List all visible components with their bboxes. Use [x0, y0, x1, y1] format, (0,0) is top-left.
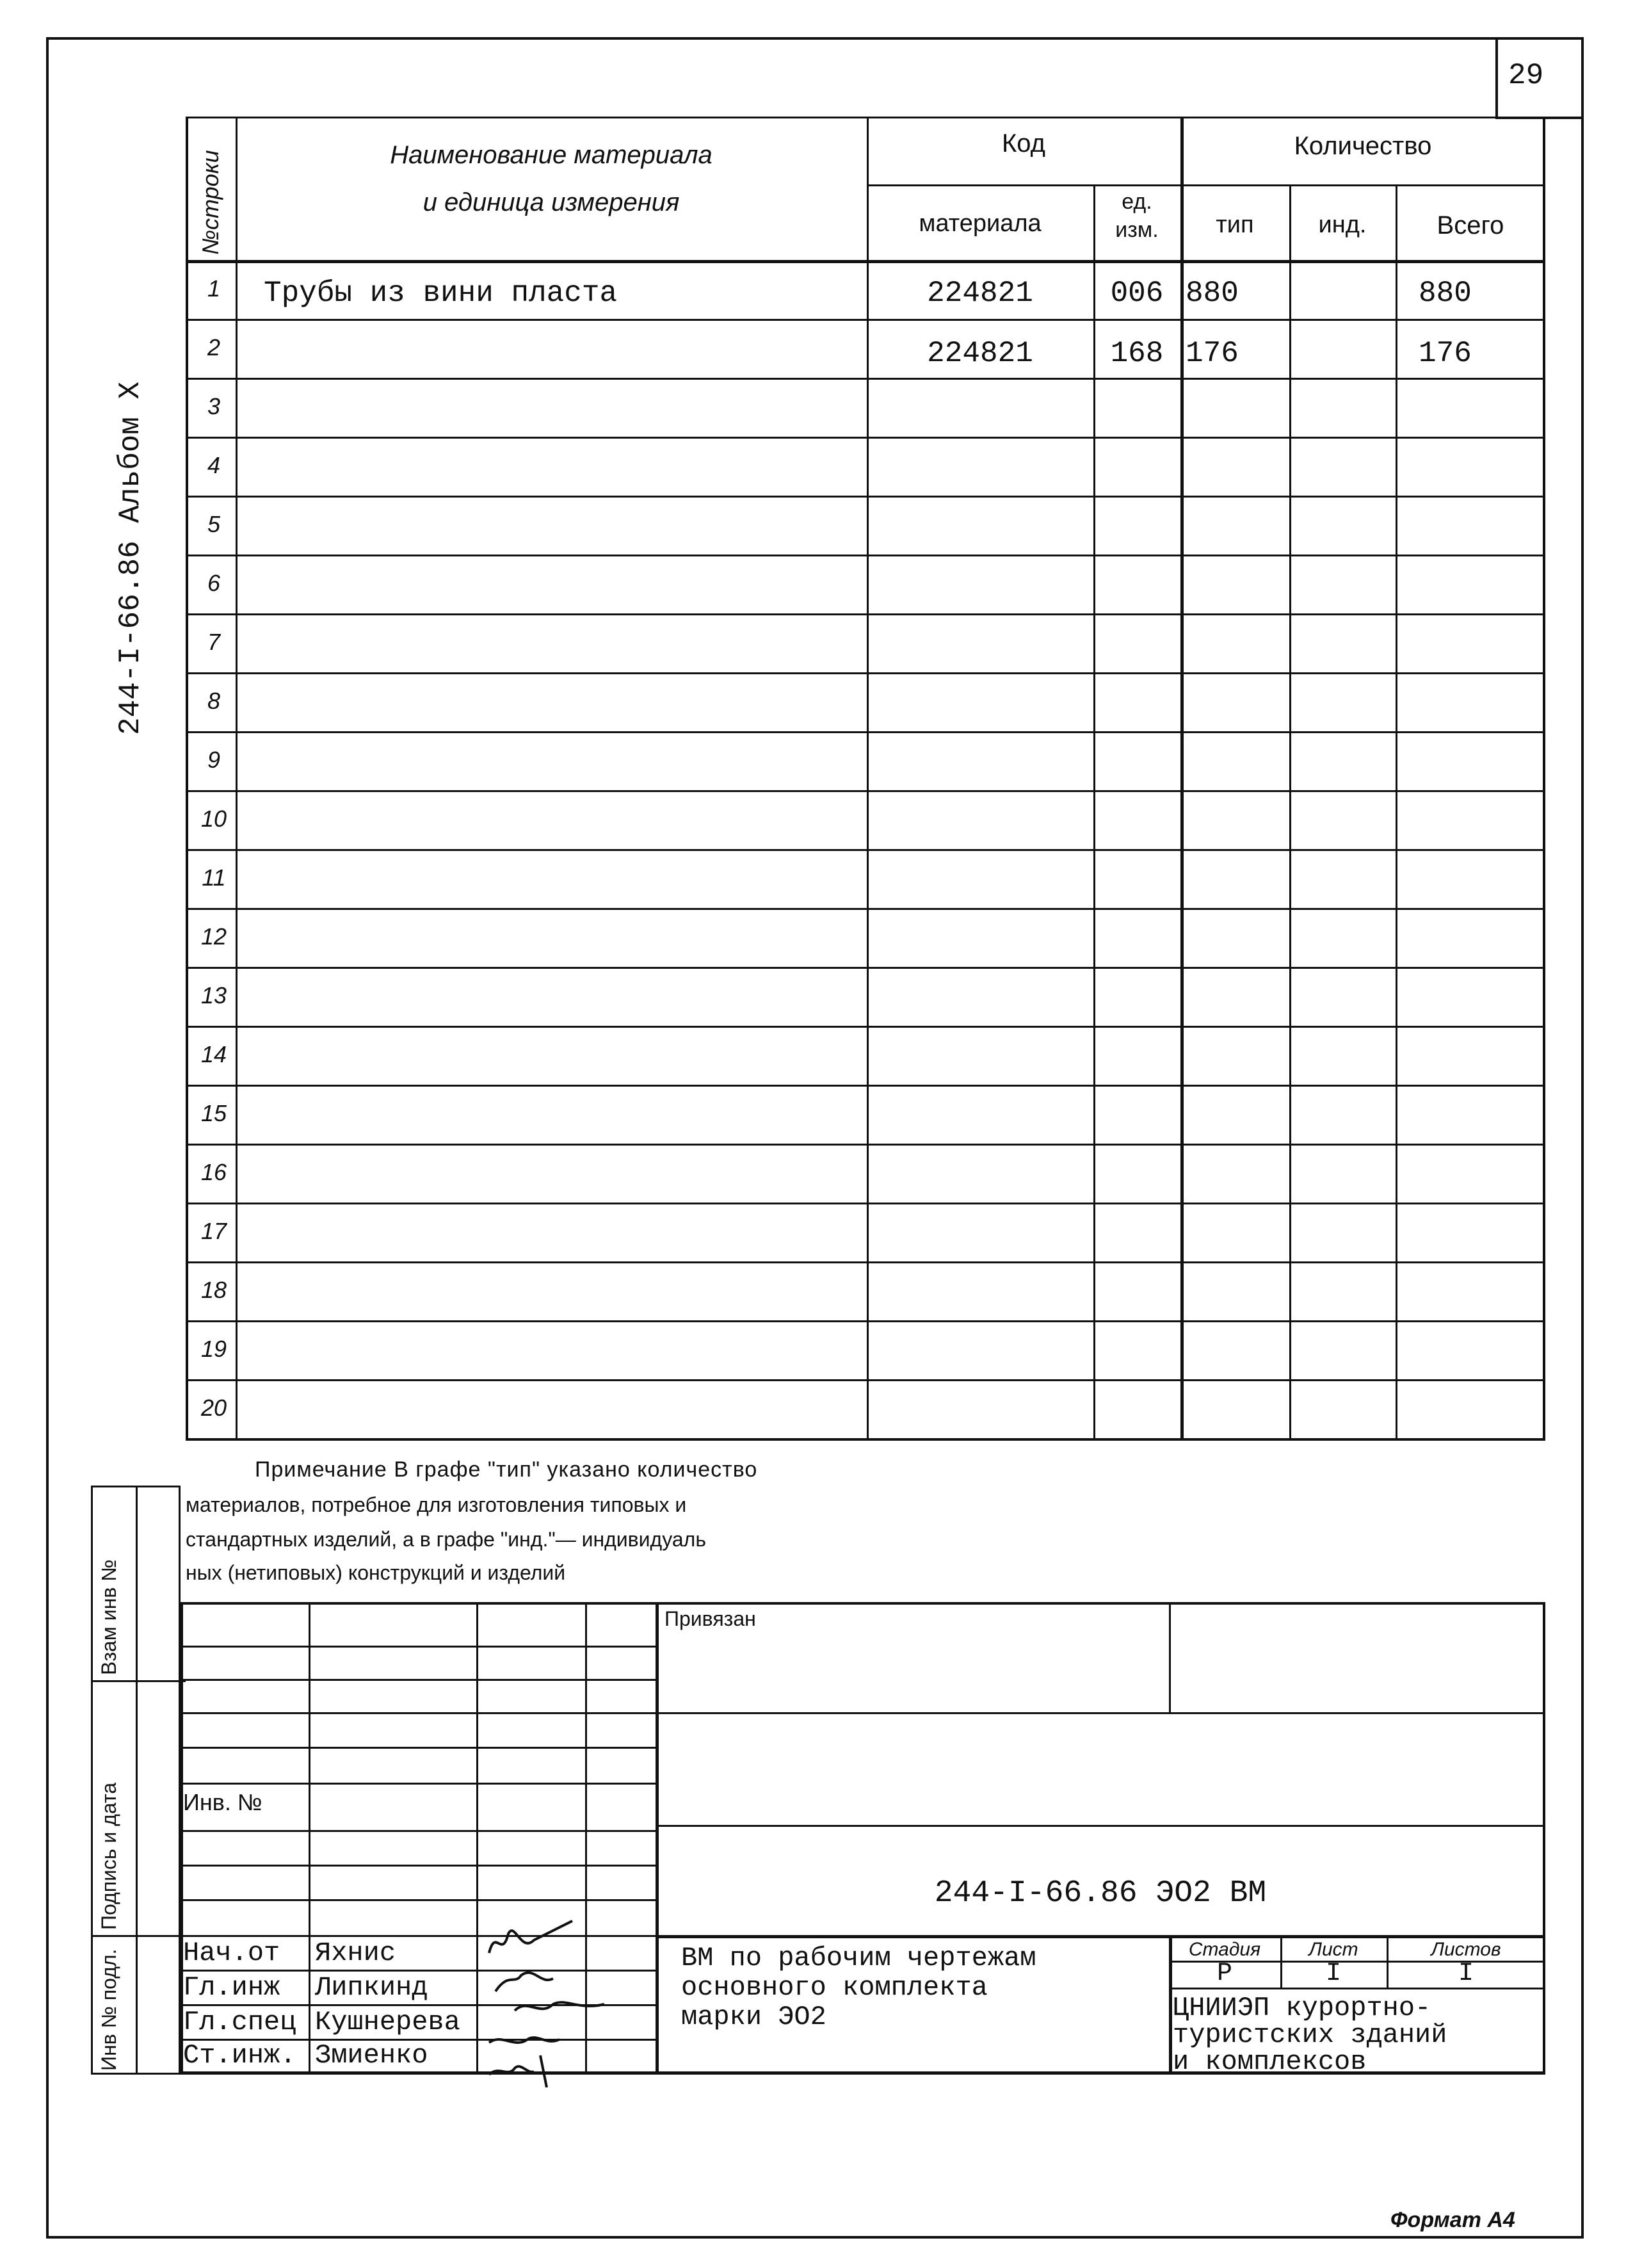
row-divider: [186, 790, 1545, 792]
staff-role-4: Ст.инж.: [183, 2040, 296, 2071]
row-number: 2: [207, 334, 221, 360]
row-divider: [186, 378, 1545, 380]
row-number: 1: [207, 275, 221, 302]
row-1-code: 224821: [927, 277, 1033, 310]
organization-line1: ЦНИИЭП курортно-: [1173, 1993, 1431, 2023]
sheet-label: Лист: [1308, 1939, 1358, 1960]
unit-header-1: ед.: [1122, 190, 1152, 214]
row-divider: [186, 496, 1545, 498]
staff-role-1: Нач.от: [183, 1938, 280, 1968]
row-number: 14: [200, 1041, 227, 1067]
sheets-value: I: [1458, 1959, 1474, 1988]
row-divider: [186, 613, 1545, 615]
page-number: 29: [1508, 59, 1544, 92]
row-number: 19: [200, 1336, 227, 1362]
row-1-total: 880: [1419, 277, 1472, 310]
row-number: 16: [200, 1159, 227, 1185]
row-number: 8: [207, 688, 221, 714]
code-material-header: материала: [919, 210, 1042, 237]
unit-header-2: изм.: [1115, 218, 1159, 242]
document-designation: 244-I-66.86 ЭО2 ВМ: [934, 1876, 1267, 1911]
note-line-1: Примечание В графе "тип" указано количество: [255, 1457, 758, 1482]
row-divider: [186, 849, 1545, 851]
row-2-code: 224821: [927, 337, 1033, 370]
staff-name-3: Кушнерева: [315, 2007, 460, 2037]
row-divider: [186, 967, 1545, 969]
row-divider: [186, 731, 1545, 733]
row-divider: [186, 1261, 1545, 1263]
stage-label: Стадия: [1188, 1939, 1261, 1960]
quantity-group-header: Количество: [1294, 132, 1432, 160]
staff-name-4: Змиенко: [315, 2040, 428, 2071]
staff-role-3: Гл.спец: [183, 2007, 296, 2037]
document-title-line3: марки ЭО2: [681, 2002, 826, 2032]
row-number-header: №строки: [197, 150, 223, 255]
note-line-4: ных (нетиповых) конструкций и изделий: [186, 1561, 566, 1584]
row-divider: [186, 1379, 1545, 1381]
quantity-type-header: тип: [1216, 211, 1254, 238]
row-divider: [186, 1144, 1545, 1146]
organization-line3: и комплексов: [1173, 2046, 1367, 2077]
quantity-ind-header: инд.: [1318, 211, 1367, 238]
side-vzam-inv: Взам инв №: [97, 1559, 120, 1675]
row-number: 17: [200, 1218, 227, 1244]
row-number: 12: [200, 923, 227, 950]
row-1-name: Трубы из вини пласта: [264, 277, 618, 310]
side-inv-podl: Инв № подл.: [97, 1948, 120, 2071]
row-number: 5: [207, 511, 221, 537]
row-number: 18: [200, 1277, 227, 1303]
code-group-header: Код: [1001, 129, 1045, 158]
row-number: 6: [207, 570, 221, 596]
row-2-type: 176: [1186, 337, 1239, 370]
staff-role-2: Гл.инж: [183, 1972, 280, 2003]
note-line-2: материалов, потребное для изготовления типовых и: [186, 1493, 687, 1516]
row-divider: [186, 437, 1545, 439]
document-title-line2: основного комплекта: [681, 1972, 988, 2003]
privyazan-label: Привязан: [664, 1607, 756, 1630]
stage-value: Р: [1216, 1959, 1232, 1988]
note-line-3: стандартных изделий, а в графе "инд."— индивидуаль: [186, 1528, 706, 1551]
name-header-line2: и единица измерения: [423, 188, 680, 216]
row-number: 15: [200, 1100, 227, 1126]
row-divider: [186, 1320, 1545, 1322]
signatures-graphic: [476, 1915, 624, 2087]
name-header-line1: Наименование материала: [390, 141, 712, 169]
row-1-unit: 006: [1110, 277, 1164, 310]
row-2-total: 176: [1419, 337, 1472, 370]
inv-number-label: Инв. №: [183, 1789, 262, 1815]
organization-line2: туристских зданий: [1173, 2020, 1447, 2050]
row-number: 3: [207, 393, 221, 419]
staff-name-1: Яхнис: [315, 1938, 396, 1968]
quantity-total-header: Всего: [1437, 211, 1504, 239]
row-number: 11: [202, 864, 226, 891]
album-side-label: 244-I-66.86 Альбом X: [114, 381, 147, 735]
row-number: 20: [200, 1395, 227, 1421]
document-title-line1: ВМ по рабочим чертежам: [681, 1943, 1036, 1973]
sheet-value: I: [1325, 1959, 1341, 1988]
row-2-unit: 168: [1110, 337, 1164, 370]
row-number: 7: [207, 629, 221, 655]
row-number: 4: [207, 452, 221, 478]
side-podpis-data: Подпись и дата: [97, 1782, 120, 1930]
row-number: 9: [207, 747, 221, 773]
row-divider: [186, 908, 1545, 910]
row-number: 10: [200, 806, 227, 832]
staff-name-2: Липкинд: [315, 1972, 428, 2003]
row-divider: [186, 555, 1545, 556]
row-number: 13: [200, 982, 227, 1008]
row-divider: [186, 1085, 1545, 1087]
row-divider: [186, 1026, 1545, 1028]
sheets-label: Листов: [1431, 1939, 1501, 1960]
row-divider: [186, 319, 1545, 321]
materials-table: [186, 117, 1545, 1441]
row-1-type: 880: [1186, 277, 1239, 310]
format-label: Формат А4: [1390, 2208, 1515, 2232]
row-divider: [186, 1203, 1545, 1204]
row-divider: [186, 672, 1545, 674]
